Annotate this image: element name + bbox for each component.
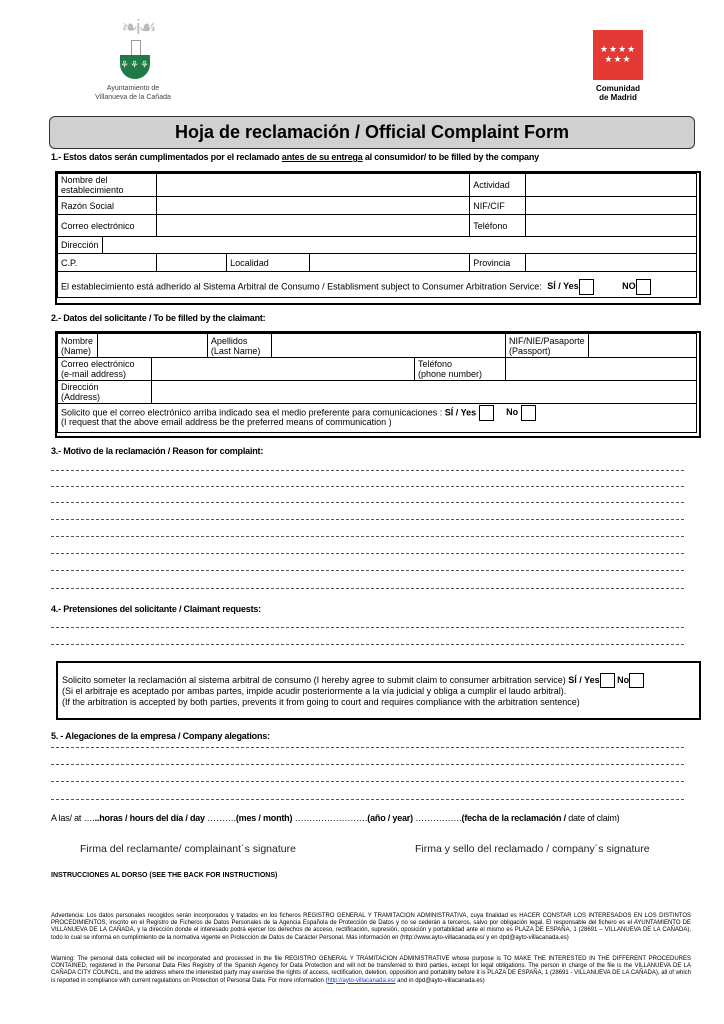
logo-left-line2: Villanueva de la Cañada (95, 94, 171, 101)
label-telefono-empresa: Teléfono (470, 215, 526, 237)
label-nombre (58, 334, 98, 358)
email-preference-no-checkbox[interactable] (521, 405, 536, 421)
claimant-request-line-2[interactable] (51, 644, 684, 645)
label-apellidos (207, 334, 271, 358)
label-apellidos-en: (Last Name) (210, 345, 261, 356)
label-nombre-es: Nombre (61, 335, 94, 346)
input-nif-pasaporte[interactable] (588, 334, 696, 358)
email-preference-yes-label: SÍ / Yes (444, 407, 477, 418)
arbitration-no-checkbox[interactable] (629, 673, 644, 688)
input-correo-solicitante[interactable] (152, 358, 415, 381)
company-alegations-line-1[interactable] (51, 747, 684, 748)
input-cp[interactable] (157, 254, 227, 272)
company-arbitration-row (58, 272, 697, 298)
label-nombre-en: (Name) (61, 345, 92, 356)
date-line-hours[interactable]: ..horas / hours del día / day (94, 813, 205, 823)
date-line-day-blank[interactable]: ………. (204, 813, 236, 823)
label-provincia: Provincia (470, 254, 526, 272)
seven-stars-flag-icon: ★★★★ ★★★ (593, 30, 643, 80)
claimant-request-line-1[interactable] (51, 627, 684, 628)
coat-of-arms-icon: ⚘⚘⚘ (120, 55, 150, 79)
input-direccion-solicitante[interactable] (152, 381, 697, 404)
section5-heading: 5. - Alegaciones de la empresa / Company alegations: (51, 731, 270, 741)
label-cp: C.P. (58, 254, 157, 272)
input-localidad[interactable] (309, 254, 469, 272)
company-arbitration-yes-checkbox[interactable] (579, 279, 594, 295)
label-apellidos-es: Apellidos (210, 335, 248, 346)
label-correo-empresa: Correo electrónico (58, 215, 157, 237)
email-preference-text-en: (I request that the above email address be the preferred means of communication ) (61, 417, 392, 427)
label-razon-social: Razón Social (58, 197, 157, 215)
tower-icon (131, 40, 141, 55)
page-title: Hoja de reclamación / Official Complaint Form (49, 116, 695, 149)
company-signature-label: Firma y sello del reclamado / company´s signature (415, 843, 650, 855)
legal-warning-en-tail: and in dpd@ayto-villacanada.es) (395, 977, 485, 984)
legal-warning-en-text: Warning: The personal data collected will be incorporated and processed in the file REGISTRO GENERAL Y TRAMITACION ADMINISTRATIVE whose purpose is TO MAKE THE INTERESTED IN THE DIFFERENT PROCEDURES CONTAINED, registered in the Personal Data Files Registry of the Spanish Agency for Data Protection and will not be transferred to third parties, except for legal obligations. The person in charge of the file is the VILLANUEVA DE LA CAÑADA CITY COUNCIL, and the address where the interested party may exercise the rights of access, rectification, deletion, opposition and portability before it is PLAZA DE ESPAÑA, 1 (28691 - VILLANUEVA DE LA CAÑADA), all of which is reported in compliance with current regulations on Protection of Personal Data. For more information ( (51, 956, 691, 984)
input-telefono-empresa[interactable] (525, 215, 696, 237)
label-telefono-es: Teléfono (417, 359, 452, 369)
date-line (51, 813, 619, 823)
arbitration-note-en: (If the arbitration is accepted by both parties, prevents it from going to court and requires compliance with the arbitration sentence) (62, 697, 580, 707)
arbitration-yes-checkbox[interactable] (600, 673, 615, 688)
label-direccion-empresa: Dirección (58, 237, 103, 254)
section4-heading: 4.- Pretensiones del solicitante / Claimant requests: (51, 604, 261, 614)
date-line-claim-date: (fecha de la reclamación / (461, 813, 566, 823)
email-preference-text: Solicito que el correo electrónico arriba indicado sea el medio preferente para comunicaciones : (61, 407, 443, 418)
input-correo-empresa[interactable] (157, 215, 470, 237)
label-telefono-solicitante (414, 358, 505, 381)
arbitration-request-text: Solicito someter la reclamación al sistema arbitral de consumo (I hereby agree to submit claim to consumer arbitration service) (62, 674, 566, 685)
input-telefono-solicitante[interactable] (506, 358, 697, 381)
label-correo-en: (e-mail address) (61, 369, 127, 379)
company-arbitration-no-checkbox[interactable] (636, 279, 651, 295)
label-localidad: Localidad (227, 254, 310, 272)
section2-heading: 2.- Datos del solicitante / To be filled by the claimant: (51, 313, 266, 323)
input-nif-cif[interactable] (525, 197, 696, 215)
email-preference-no-label: No (506, 407, 519, 418)
arbitration-request-box (56, 661, 701, 720)
input-nombre[interactable] (97, 334, 207, 358)
company-alegations-line-2[interactable] (51, 764, 684, 765)
instructions-note: INSTRUCCIONES AL DORSO (SEE THE BACK FOR INSTRUCTIONS) (51, 872, 278, 879)
logo-right-line2: de Madrid (599, 93, 637, 102)
legal-website-link[interactable]: http://ayto-villacanada.es/ (327, 977, 396, 984)
input-razon-social[interactable] (157, 197, 470, 215)
complaint-reason-line-3[interactable] (51, 502, 684, 503)
label-direccion-solicitante (58, 381, 152, 404)
date-line-claim-date-en: date of claim) (565, 813, 620, 823)
section1-heading (51, 152, 539, 162)
complaint-reason-line-4[interactable] (51, 519, 684, 520)
input-apellidos[interactable] (271, 334, 506, 358)
label-nombre-establecimiento: Nombre del establecimiento (58, 174, 157, 197)
label-direccion-en: (Address) (61, 392, 101, 402)
complaint-reason-line-5[interactable] (51, 536, 684, 537)
company-arbitration-yes-label: SÍ / Yes (547, 281, 579, 292)
logo-left-line1: Ayuntamiento de (106, 85, 160, 92)
complaint-reason-line-2[interactable] (51, 486, 684, 487)
complaint-reason-line-1[interactable] (51, 470, 684, 471)
company-data-table (57, 173, 697, 298)
claimant-signature-label: Firma del reclamante/ complainant´s signature (80, 843, 296, 855)
email-preference-row (58, 404, 697, 433)
logo-right-line1: Comunidad (596, 84, 640, 93)
crown-icon: ❧i☙ (121, 17, 155, 39)
section3-heading: 3.- Motivo de la reclamación / Reason for complaint: (51, 446, 264, 456)
label-correo-es: Correo electrónico (61, 359, 135, 369)
claimant-data-table (57, 333, 697, 433)
company-alegations-line-4[interactable] (51, 799, 684, 800)
company-alegations-line-3[interactable] (51, 781, 684, 782)
arbitration-no-label: No (617, 674, 630, 685)
company-arbitration-text: El establecimiento está adherido al Sistema Arbitral de Consumo / Establisment subject to Consumer Arbitration Service: (61, 281, 542, 292)
section1-heading-underlined: antes de su entrega (281, 152, 363, 162)
complaint-reason-line-8[interactable] (51, 588, 684, 589)
date-line-month-blank[interactable]: ……………………. (292, 813, 368, 823)
date-line-month: (mes / month) (235, 813, 293, 823)
date-line-year: (año / year) (367, 813, 413, 823)
logo-ayuntamiento (88, 18, 178, 113)
section1-heading-post: al consumidor/ to be filled by the company (362, 152, 539, 162)
label-nif-cif: NIF/CIF (470, 197, 526, 215)
input-direccion-empresa[interactable] (102, 237, 696, 254)
section1-heading-pre: 1.- Estos datos serán cumplimentados por el reclamado (51, 152, 282, 162)
logo-comunidad-madrid (590, 30, 646, 102)
label-actividad: Actividad (470, 174, 526, 197)
date-line-year-blank[interactable]: ……………. (412, 813, 462, 823)
arbitration-note-es: (Si el arbitraje es aceptado por ambas partes, impide acudir posteriormente a la vía judicial y obliga a cumplir el laudo arbitral). (62, 686, 567, 696)
input-actividad[interactable] (525, 174, 696, 197)
date-line-at: A las/ at …. (51, 813, 95, 823)
input-nombre-establecimiento[interactable] (157, 174, 470, 197)
input-provincia[interactable] (525, 254, 696, 272)
complaint-reason-line-7[interactable] (51, 570, 684, 571)
label-telefono-en: (phone number) (417, 369, 483, 379)
legal-warning-en (51, 956, 691, 985)
complaint-reason-line-6[interactable] (51, 553, 684, 554)
email-preference-yes-checkbox[interactable] (479, 405, 494, 421)
legal-warning-es: Advertencia: Los datos personales recogidos serán incorporados y tratados en los ficheros REGISTRO GENERAL Y TRAMITACION ADMINISTRATIVA, cuya finalidad es HACER CONSTAR LOS INTERESADOS EN LOS DISTINTOS PROCEDIMIENTOS, inscrito en el Registro de Ficheros de Datos Personales de la Agencia Española de Protección de Datos y no se cederán a terceros, salvo por obligación legal. El responsable del fichero es el AYUNTAMIENTO DE VILLANUEVA DE LA CAÑADA, y la dirección donde el interesado podrá ejercer los derechos de acceso, rectificación, supresión, oposición y portabilidad ante el mismo es PLAZA DE ESPAÑA, 1 (28691 – VILLANUEVA DE LA CAÑADA), todo lo cual se informa en cumplimiento de la normativa vigente en Protección de Datos de Carácter Personal. Más información en (http://www.ayto-villacanada.es/ y en dpd@ayto-villacanada.es) (51, 913, 691, 941)
label-nif-es: NIF/NIE/Pasaporte (509, 335, 585, 346)
arbitration-yes-label: SÍ / Yes (568, 674, 600, 685)
label-correo-solicitante (58, 358, 152, 381)
company-arbitration-no-label: NO (622, 281, 636, 292)
label-nif-en: (Passport) (509, 345, 551, 356)
label-nif-pasaporte (506, 334, 589, 358)
label-direccion-es: Dirección (61, 382, 99, 392)
